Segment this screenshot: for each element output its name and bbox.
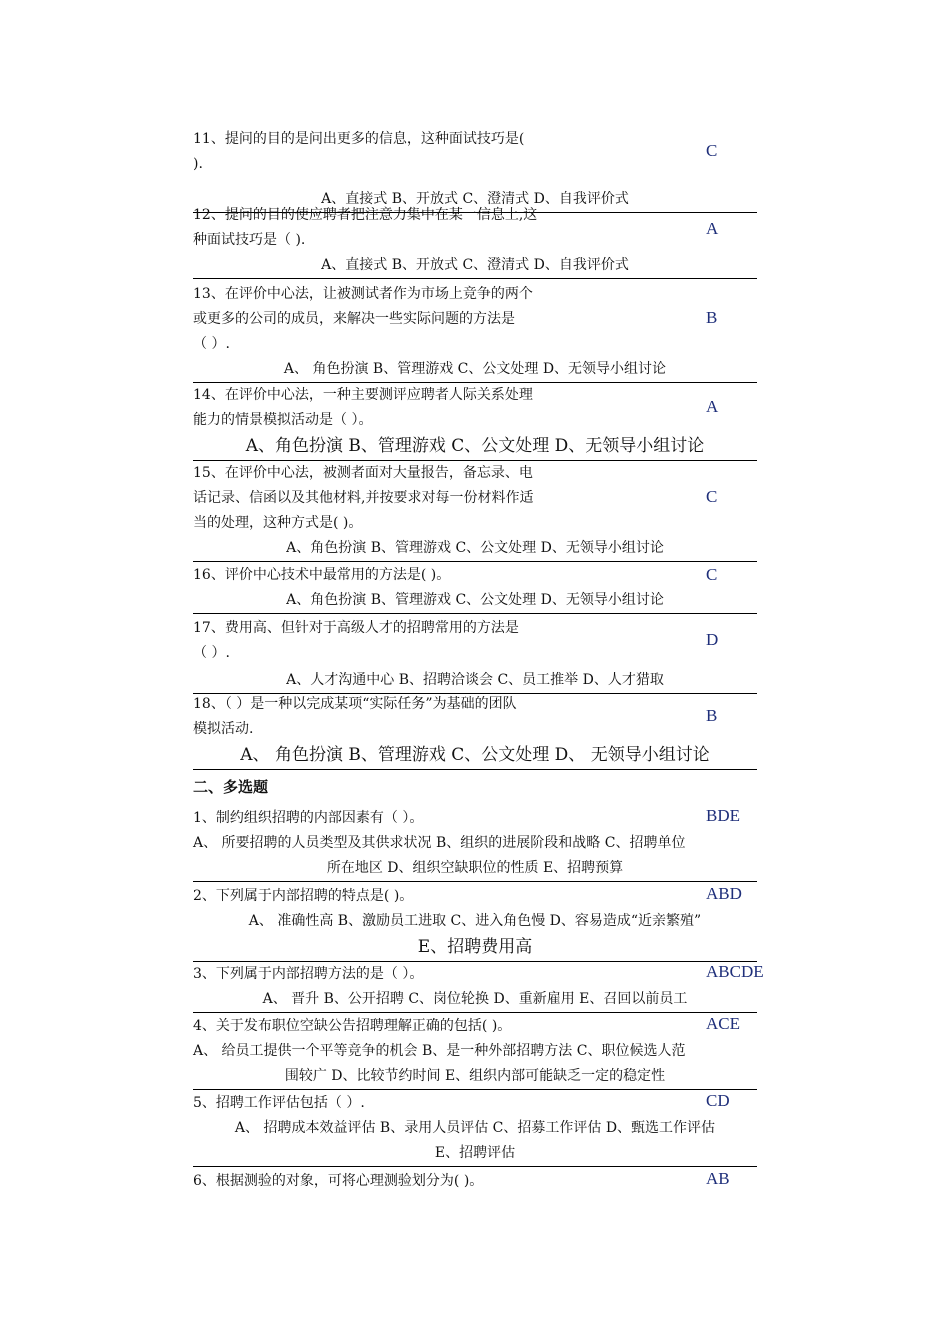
- multi-question-4: [193, 1014, 757, 1090]
- question-text: （ ）.: [193, 336, 230, 352]
- answer-key: D: [706, 630, 719, 649]
- multi-question-6: [193, 1169, 757, 1194]
- answer-key: ACE: [706, 1014, 740, 1033]
- answer-key: ABCDE: [706, 962, 764, 981]
- question-text: 5、招聘工作评估包括（ ）.: [193, 1095, 365, 1111]
- question-17: [193, 616, 757, 694]
- answer-key: A: [706, 219, 719, 238]
- answer-key: A: [706, 397, 719, 416]
- answer-key: BDE: [706, 806, 740, 825]
- answer-options: A、人才沟通中心 B、招聘洽谈会 C、员工推举 D、人才猎取: [286, 672, 664, 688]
- answer-key: C: [706, 141, 718, 160]
- question-text: 16、评价中心技术中最常用的方法是( )。: [193, 567, 451, 583]
- question-text: 17、费用高、但针对于高级人才的招聘常用的方法是: [193, 620, 519, 636]
- answer-key: CD: [706, 1091, 730, 1110]
- answer-options: E、招聘评估: [434, 1145, 516, 1161]
- multi-question-2: [193, 884, 757, 962]
- answer-key: AB: [706, 1169, 730, 1188]
- question-text: 18、（ ）是一种以完成某项“实际任务”为基础的团队: [193, 696, 517, 712]
- question-15: [193, 461, 757, 562]
- answer-key: B: [706, 706, 718, 725]
- question-text: 4、关于发布职位空缺公告招聘理解正确的包括( )。: [193, 1018, 512, 1034]
- answer-options: A、 角色扮演 B、管理游戏 C、公文处理 D、无领导小组讨论: [283, 361, 667, 377]
- section-title: 二、多选题: [193, 778, 269, 796]
- answer-options: A、 所要招聘的人员类型及其供求状况 B、组织的进展阶段和战略 C、招聘单位: [193, 835, 686, 851]
- question-18: [193, 692, 757, 770]
- answer-options: A、 给员工提供一个平等竞争的机会 B、是一种外部招聘方法 C、职位候选人范: [193, 1043, 686, 1059]
- answer-options: A、直接式 B、开放式 C、澄清式 D、自我评价式: [321, 257, 629, 273]
- question-text: 12、提问的目的使应聘者把注意力集中在某一信息上,这: [193, 207, 538, 223]
- answer-options: A、 晋升 B、公开招聘 C、岗位轮换 D、重新雇用 E、召回以前员工: [262, 991, 688, 1007]
- answer-options: A、角色扮演 B、管理游戏 C、公文处理 D、无领导小组讨论: [286, 592, 664, 608]
- multi-question-5: [193, 1091, 757, 1167]
- answer-options: A、角色扮演 B、管理游戏 C、公文处理 D、无领导小组讨论: [286, 540, 664, 556]
- question-text: 种面试技巧是（ ).: [193, 232, 306, 248]
- answer-options: 所在地区 D、组织空缺职位的性质 E、招聘预算: [326, 860, 624, 876]
- question-text: （ ）.: [193, 645, 230, 661]
- answer-options: A、 角色扮演 B、管理游戏 C、公文处理 D、 无领导小组讨论: [240, 745, 710, 765]
- question-text: 或更多的公司的成员，来解决一些实际问题的方法是: [193, 311, 515, 327]
- answer-options: E、招聘费用高: [417, 937, 533, 957]
- answer-key: C: [706, 565, 718, 584]
- question-text: 15、在评价中心法，被测者面对大量报告，备忘录、电: [193, 465, 533, 481]
- question-text: 6、根据测验的对象，可将心理测验划分为( )。: [193, 1173, 484, 1189]
- question-text: 14、在评价中心法，一种主要测评应聘者人际关系处理: [193, 387, 533, 403]
- question-16: [193, 563, 757, 614]
- answer-options: 围较广 D、比较节约时间 E、组织内部可能缺乏一定的稳定性: [284, 1068, 666, 1084]
- question-text: 模拟活动.: [193, 721, 254, 737]
- answer-options: A、 招聘成本效益评估 B、录用人员评估 C、招募工作评估 D、甄选工作评估: [234, 1120, 716, 1136]
- question-text: 3、下列属于内部招聘方法的是（ ）。: [193, 966, 424, 982]
- question-text: 能力的情景模拟活动是（ ）。: [193, 412, 373, 428]
- question-text: 11、提问的目的是问出更多的信息，这种面试技巧是(: [193, 131, 525, 147]
- question-12: [193, 203, 757, 279]
- answer-key: B: [706, 308, 718, 327]
- answer-options: A、直接式 B、开放式 C、澄清式 D、自我评价式: [321, 191, 629, 207]
- answer-key: C: [706, 487, 718, 506]
- multi-question-1: [193, 806, 757, 882]
- question-13: [193, 282, 757, 383]
- question-text: 2、下列属于内部招聘的特点是( )。: [193, 888, 414, 904]
- question-text: 1、制约组织招聘的内部因素有（ ）。: [193, 810, 424, 826]
- question-text: 当的处理，这种方式是( )。: [193, 515, 363, 531]
- answer-options: A、角色扮演 B、管理游戏 C、公文处理 D、无领导小组讨论: [245, 436, 705, 456]
- question-text: 13、在评价中心法，让被测试者作为市场上竞争的两个: [193, 286, 533, 302]
- answer-key: ABD: [706, 884, 742, 903]
- question-text: 话记录、信函以及其他材料,并按要求对每一份材料作适: [193, 490, 534, 506]
- multi-question-3: [193, 962, 764, 1013]
- question-14: [193, 383, 757, 461]
- question-11: [193, 127, 757, 213]
- answer-options: A、 准确性高 B、激励员工进取 C、进入角色慢 D、容易造成“近亲繁殖”: [248, 913, 702, 929]
- question-text: ).: [193, 156, 203, 172]
